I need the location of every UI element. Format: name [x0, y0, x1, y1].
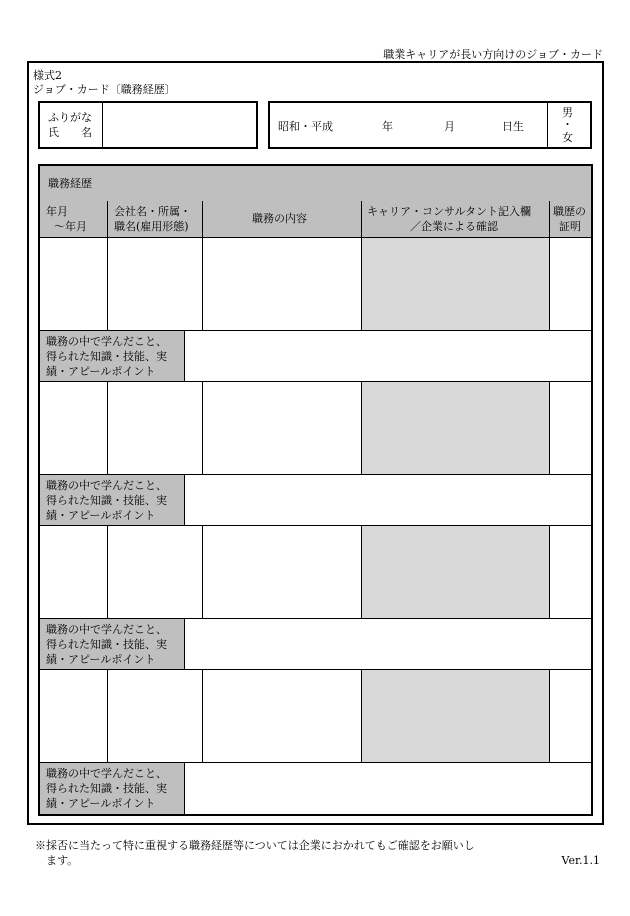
month-label: 月 — [444, 120, 455, 133]
sex-separator: ・ — [562, 118, 573, 131]
career-cert-cell[interactable] — [550, 670, 591, 763]
name-box — [38, 101, 258, 149]
career-consultant-cell[interactable] — [362, 382, 550, 475]
learning-label-line: 績・アピールポイント — [46, 797, 156, 810]
col-period-line2: ～年月 — [54, 220, 87, 233]
form-number: 様式2 — [33, 69, 62, 82]
col-cert-line1: 職歴の — [553, 205, 586, 218]
col-header-cert — [550, 201, 591, 238]
career-duties-cell[interactable] — [203, 382, 362, 475]
career-section-title: 職務経歴 — [48, 177, 92, 190]
year-label: 年 — [382, 120, 393, 133]
career-duties-cell[interactable] — [203, 670, 362, 763]
career-company-cell[interactable] — [108, 238, 203, 331]
col-header-period — [40, 201, 108, 238]
learning-label-line: 職務の中で学んだこと、 — [46, 335, 167, 348]
footer-note-line1: ※採否に当たって特に重視する職務経歴等については企業におかれてもご確認をお願いし — [35, 839, 475, 852]
birth-label: 日生 — [502, 120, 524, 133]
career-duties-cell[interactable] — [203, 526, 362, 619]
learning-label-cell — [40, 475, 185, 526]
footer-note-line2: ます。 — [46, 854, 79, 867]
career-cert-cell[interactable] — [550, 238, 591, 331]
furigana-label: ふりがな — [48, 111, 92, 124]
document-title: 職業キャリアが長い方向けのジョブ・カード — [383, 48, 603, 61]
col-company-line2: 職名(雇用形態) — [114, 220, 189, 233]
sex-cell[interactable] — [547, 103, 590, 147]
version-label: Ver.1.1 — [561, 854, 600, 867]
career-consultant-cell[interactable] — [362, 526, 550, 619]
col-consultant-line1: キャリア・コンサルタント記入欄 — [367, 205, 532, 218]
career-table — [38, 164, 593, 816]
career-period-cell[interactable] — [40, 670, 108, 763]
name-label: 氏 名 — [48, 126, 92, 139]
career-section-header — [40, 166, 591, 202]
learning-label-line: 績・アピールポイント — [46, 509, 156, 522]
era-label: 昭和・平成 — [278, 120, 333, 133]
learning-value-cell[interactable] — [185, 475, 591, 526]
sex-female-label: 女 — [562, 131, 573, 144]
learning-label-cell — [40, 331, 185, 382]
learning-label-line: 績・アピールポイント — [46, 365, 156, 378]
career-consultant-cell[interactable] — [362, 670, 550, 763]
learning-label-line: 得られた知識・技能、実 — [46, 350, 167, 363]
learning-label-line: 職務の中で学んだこと、 — [46, 623, 167, 636]
card-title: ジョブ・カード〔職務経歴〕 — [33, 83, 176, 96]
col-header-consultant — [362, 201, 550, 238]
learning-value-cell[interactable] — [185, 619, 591, 670]
learning-label-cell — [40, 763, 185, 814]
career-duties-cell[interactable] — [203, 238, 362, 331]
career-cert-cell[interactable] — [550, 382, 591, 475]
learning-label-line: 職務の中で学んだこと、 — [46, 767, 167, 780]
name-label-cell — [40, 103, 103, 147]
learning-value-cell[interactable] — [185, 331, 591, 382]
col-period-line1: 年月 — [46, 205, 68, 218]
learning-label-line: 績・アピールポイント — [46, 653, 156, 666]
learning-label-line: 職務の中で学んだこと、 — [46, 479, 167, 492]
learning-label-line: 得られた知識・技能、実 — [46, 638, 167, 651]
career-period-cell[interactable] — [40, 526, 108, 619]
learning-label-line: 得られた知識・技能、実 — [46, 494, 167, 507]
col-header-company — [108, 201, 203, 238]
learning-value-cell[interactable] — [185, 763, 591, 814]
birthdate-box — [268, 101, 592, 149]
career-company-cell[interactable] — [108, 526, 203, 619]
career-company-cell[interactable] — [108, 382, 203, 475]
col-company-line1: 会社名・所属・ — [114, 205, 191, 218]
col-cert-line2: 証明 — [559, 220, 581, 233]
col-consultant-line2: ／企業による確認 — [410, 220, 498, 233]
footer-note — [35, 838, 475, 868]
career-consultant-cell[interactable] — [362, 238, 550, 331]
sex-male-label: 男 — [562, 106, 573, 119]
learning-label-cell — [40, 619, 185, 670]
col-duties-label: 職務の内容 — [252, 212, 307, 225]
career-period-cell[interactable] — [40, 382, 108, 475]
col-header-duties — [203, 201, 362, 238]
career-company-cell[interactable] — [108, 670, 203, 763]
name-field[interactable] — [103, 103, 256, 147]
career-period-cell[interactable] — [40, 238, 108, 331]
career-cert-cell[interactable] — [550, 526, 591, 619]
learning-label-line: 得られた知識・技能、実 — [46, 782, 167, 795]
